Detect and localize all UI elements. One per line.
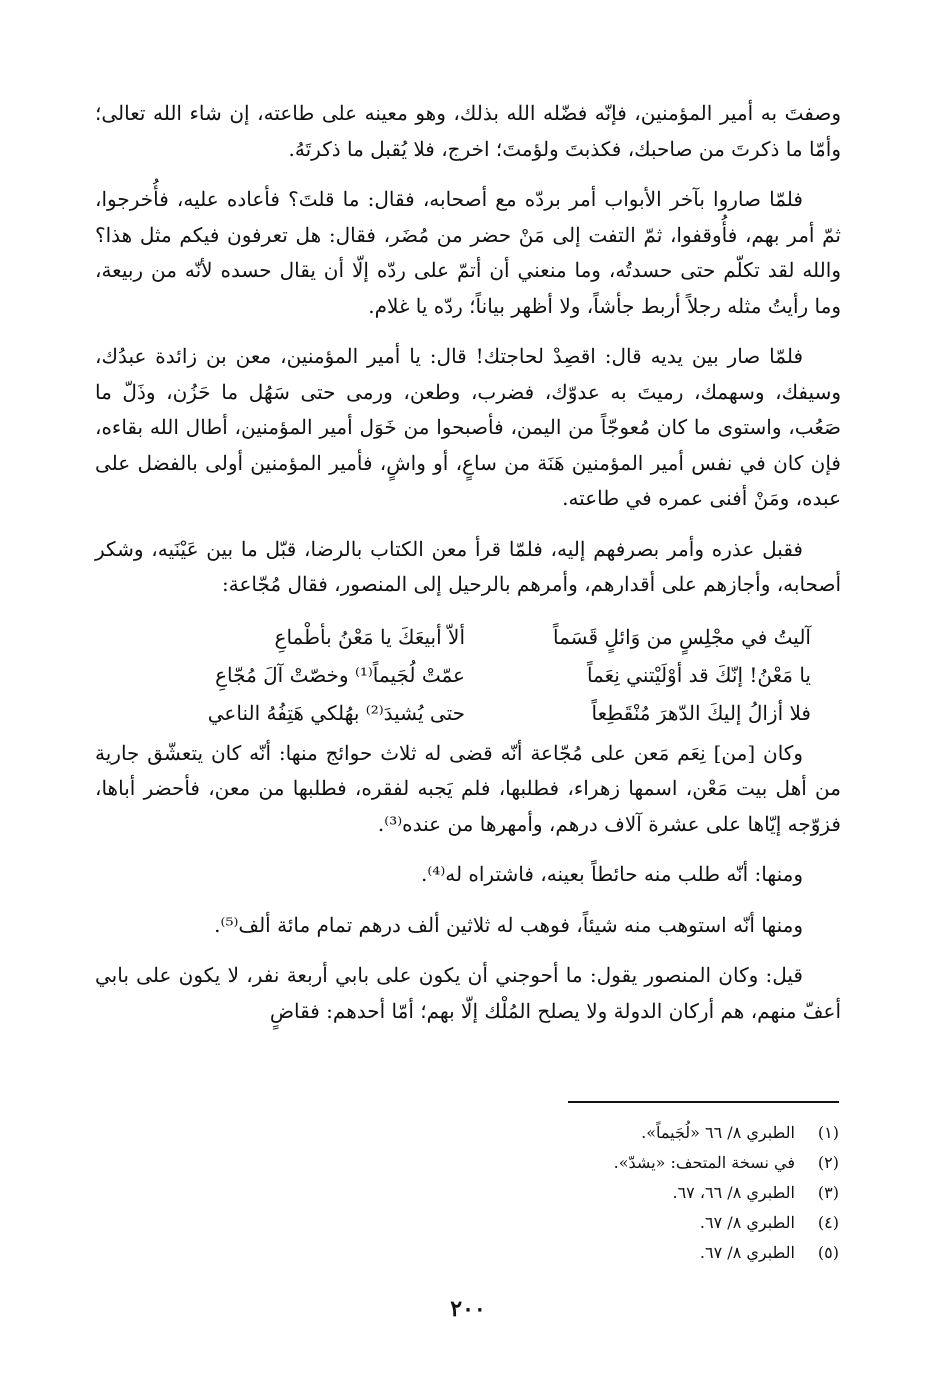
footnote-divider xyxy=(568,1101,839,1103)
footnote xyxy=(420,1238,839,1268)
poem-verse xyxy=(95,694,841,732)
page-number: ٢٠٠ xyxy=(450,1296,486,1322)
footnote-text: الطبري ٨/ ٦٧. xyxy=(699,1243,795,1262)
footnote-number: (١) xyxy=(817,1123,839,1142)
paragraph-5: وكان [من] نِعَم مَعن على مُجّاعة أنّه قضى له ثلاث حوائج منها: أنّه كان يتعشّق جارية من أهل بيت مَعْن، اسمها زهراء، فطلبها، فلم يَجبه لفقره، فطلبها من معن، فأحضر أباها، فزوّجه إيّاها على عشرة آلاف درهم، وأمهرها من عنده⁽³⁾. xyxy=(95,740,841,836)
poem-verse xyxy=(95,618,841,656)
footnote-number: (٤) xyxy=(817,1213,839,1232)
paragraph-1: وصفتَ به أمير المؤمنين، فإنّه فضّله الله بذلك، وهو معينه على طاعته، إن شاء الله تعالى؛ وأمّا ما ذكرتَ من صاحبك، فكذبتَ ولؤمتَ؛ اخرج، فلا يُقبل ما ذكرتَهُ. xyxy=(95,101,842,161)
footnote xyxy=(420,1178,839,1208)
poem xyxy=(95,618,841,732)
paragraph-8: قيل: وكان المنصور يقول: ما أحوجني أن يكون على بابي أربعة نفر، لا يكون على بابي أعفّ منهم، هم أركان الدولة ولا يصلح المُلْك إلّا بهم؛ أمّا أحدهم: فقاضٍ xyxy=(95,963,841,1023)
poem-verse xyxy=(95,656,841,694)
footnote-number: (٢) xyxy=(817,1153,839,1172)
verse-first-hemistich: آليتُ في مجْلِسٍ من وَائلٍ قَسَماً xyxy=(552,624,811,649)
verse-first-hemistich: فلا أزالُ إليكَ الدّهرَ مُنْقَطِعاً xyxy=(591,700,811,725)
footnote-number: (٣) xyxy=(817,1183,839,1202)
verse-second-hemistich: عمّتْ لُجَيماً⁽¹⁾ وخصّتْ آلَ مُجّاعِ xyxy=(215,662,465,687)
footnote-text: الطبري ٨/ ٦٦، ٦٧. xyxy=(672,1183,795,1202)
footnote-text: الطبري ٨/ ٦٧. xyxy=(699,1213,795,1232)
verse-second-hemistich: حتى يُشيدَ⁽²⁾ بهُلكي هَتِفُهُ الناعي xyxy=(207,700,465,725)
verse-first-hemistich: يا مَعْنُ! إنّكَ قد أوْلَيْتني نِعَماً xyxy=(586,662,811,687)
footnote xyxy=(420,1148,839,1178)
verse-second-hemistich: ألاّ أبيعَكَ يا مَعْنُ بأطْماعِ xyxy=(274,624,465,649)
main-text xyxy=(95,96,841,1044)
footnote xyxy=(420,1118,839,1148)
paragraph-7: ومنها أنّه استوهب منه شيئاً، فوهب له ثلاثين ألف درهم تمام مائة ألف⁽⁵⁾. xyxy=(214,912,803,937)
footnote-number: (٥) xyxy=(817,1243,839,1262)
paragraph-6: ومنها: أنّه طلب منه حائطاً بعينه، فاشتراه له⁽⁴⁾. xyxy=(421,862,803,886)
footnote-text: في نسخة المتحف: «يشدّ». xyxy=(613,1153,795,1172)
footnote xyxy=(420,1208,839,1238)
paragraph-4: فقبل عذره وأمر بصرفهم إليه، فلمّا قرأ معن الكتاب بالرضا، قبّل ما بين عَيْنَيه، وشكر أصحابه، وأجازهم على أقدارهم، وأمرهم بالرحيل إلى المنصور، فقال مُجّاعة: xyxy=(95,536,841,596)
paragraph-2: فلمّا صاروا بآخر الأبواب أمر بردّه مع أصحابه، فقال: ما قلتَ؟ فأعاده عليه، فأُخرجوا، ثمّ أمر بهم، فأُوقفوا، ثمّ التفت إلى مَنْ حضر من مُضَر، فقال: هل تعرفون فيكم مثل هذا؟ والله لقد تكلّم حتى حسدتُه، وما منعني أن أتمّ على ردّه إلّا أن يقال حسده لأنّه من ربيعة، وما رأيتُ مثله رجلاً أربط جأشاً، ولا أظهر بياناً؛ ردّه يا غلام. xyxy=(95,187,841,318)
paragraph-3: فلمّا صار بين يديه قال: اقصِدْ لحاجتك! قال: يا أمير المؤمنين، معن بن زائدة عبدُك، وسيفك، وسهمك، رميتَ به عدوّك، فضرب، وطعن، ورمى حتى سَهُل ما حَزُن، وذَلّ ما صَعُب، واستوى ما كان مُعوجّاً من اليمن، فأصبحوا من خَوَل أمير المؤمنين، أطال الله بقاءه، فإن كان في نفس أمير المؤمنين هَنَة من ساعٍ، أو واشٍ، فأمير المؤمنين أولى بالفضل على عبده، ومَنْ أفنى عمره في طاعته. xyxy=(95,344,841,510)
footnotes xyxy=(420,1118,839,1268)
footnote-text: الطبري ٨/ ٦٦ «لُجَيماً». xyxy=(641,1123,795,1142)
